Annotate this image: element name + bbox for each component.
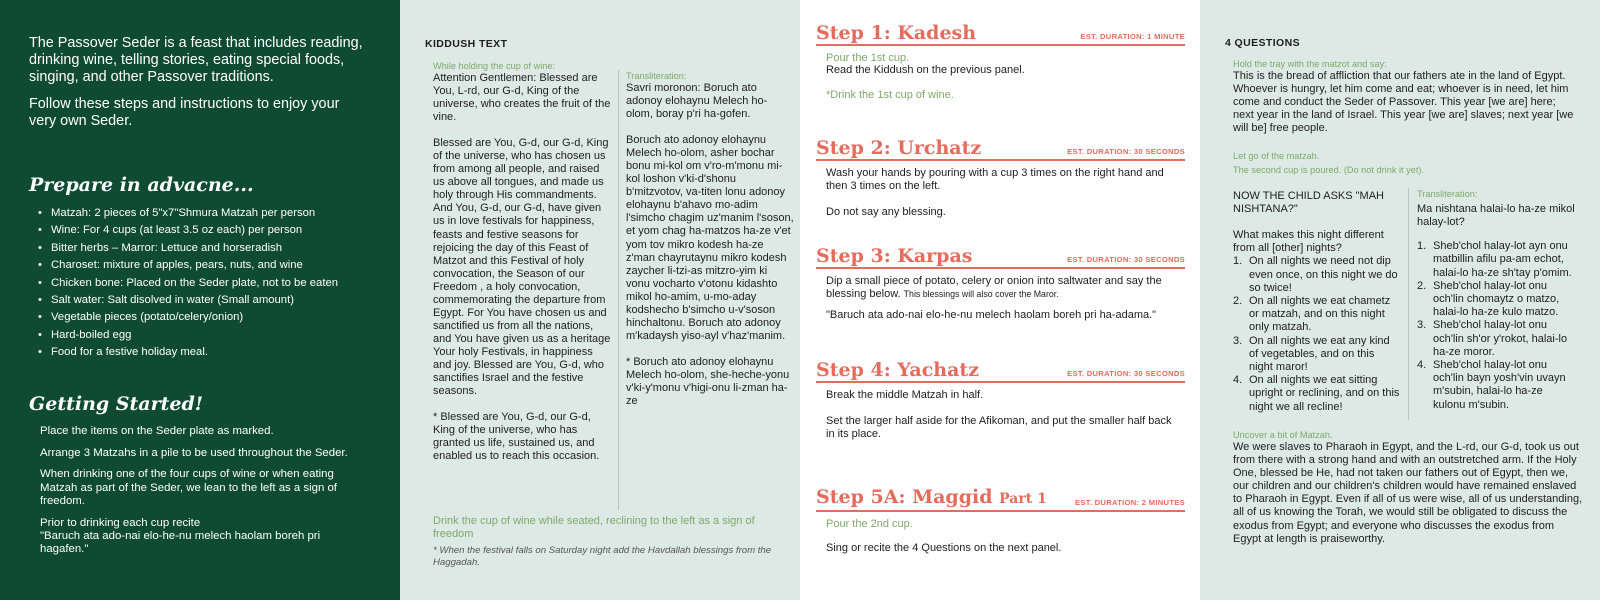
column-divider (1408, 188, 1409, 420)
step-header (816, 359, 1185, 381)
list-item: • Wine: For 4 cups (at least 3.5 oz each) per person (29, 222, 389, 239)
drink-cup-instruction: *Drink the 1st cup of wine. (826, 89, 954, 101)
step-divider (816, 159, 1185, 161)
step-header (816, 22, 1185, 44)
getting-started-step: When drinking one of the four cups of wine or when eating Matzah as part of the Seder, we lean to the left as a sign of freedom. (40, 468, 337, 507)
prepare-list (29, 205, 389, 362)
second-cup-hint: The second cup is poured. (Do not drink it yet). (1233, 165, 1424, 175)
step-urchatz (816, 137, 1185, 219)
questions-list (1233, 255, 1401, 413)
pour-cup-instruction: Pour the 2nd cup. (826, 518, 913, 530)
havdallah-footnote: * When the festival falls on Saturday night add the Havdallah blessings from the Haggadah. (433, 545, 772, 568)
list-item: • Charoset: mixture of apples, pears, nuts, and wine (29, 257, 389, 274)
step-instruction: Set the larger half aside for the Afikoman, and put the smaller half back in its place. (826, 415, 1172, 440)
intro-text-2: Follow these steps and instructions to enjoy your very own Seder. (29, 96, 340, 129)
kiddush-paragraph: Blessed are You, G-d, our G-d, King of the universe, who has chosen us from among all people, and raised us above all tongues, and made us holy through His commandments. And You, G-d, our G-d, have given us in love festivals for happiness, feasts and festive seasons for rejoicing the day of this Feast of Matzot and this Festival of holy convocation, the Season of our Freedom , a holy convocation, commemorating the departure from Egypt. For You have chosen us and sanctified us from all the nations, and You have given us as a heritage Your holy Festivals, in happiness and joy. Blessed are You, G-d, who sanctifies Israel and the festive seasons. (433, 137, 611, 398)
list-item: 4. Sheb'chol halay-lot onu och'lin bayn yosh'vin uvayn m'subin, halai-lo ha-ze kulonu m'subin. (1417, 359, 1566, 411)
step-instruction: Break the middle Matzah in half. (826, 389, 984, 401)
step-kadesh (816, 22, 1185, 101)
list-item: • Bitter herbs – Marror: Lettuce and horseradish (29, 240, 389, 257)
duration-label: EST. DURATION: 1 MINUTE (1080, 32, 1185, 41)
duration-label: EST. DURATION: 30 SECONDS (1067, 255, 1185, 264)
list-item: • Chicken bone: Placed on the Seder plate, not to be eaten (29, 275, 389, 292)
list-item: 4. On all nights we eat sitting upright or reclining, and on this night we all recline! (1233, 374, 1400, 413)
kiddush-transliteration-column (626, 70, 794, 421)
blessing-text: "Baruch ata ado-nai elo-he-nu melech haolam boreh pri ha-adama." (826, 309, 1157, 321)
let-go-hint: Let go of the matzah. (1233, 151, 1320, 161)
panel-kiddush (400, 0, 800, 600)
step-title-part: Part 1 (999, 491, 1047, 507)
kiddush-paragraph: * Blessed are You, G-d, our G-d, King of the universe, who has granted us life, sustained us, and enabled us to reach this occasion. (433, 411, 600, 463)
kiddush-english-column (433, 60, 611, 476)
transliteration-paragraph: * Boruch ato adonoy elohaynu Melech ho-olom, she-heche-yonu v'ki-y'monu v'higi-onu li-zman ha-ze (626, 355, 790, 408)
step-title: Step 1: Kadesh (816, 22, 977, 44)
step-instruction: Do not say any blessing. (826, 206, 946, 218)
list-item: 3. On all nights we eat any kind of vegetables, and on this night maror! (1233, 334, 1390, 373)
getting-started-heading: Getting Started! (29, 393, 204, 415)
questions-english-column (1233, 190, 1401, 414)
uncover-matzah-hint: Uncover a bit of Matzah. (1233, 430, 1333, 440)
hold-cup-hint: While holding the cup of wine: (433, 61, 556, 71)
intro-text-1: The Passover Seder is a feast that includes reading, drinking wine, telling stories, eating special foods, singing, and other Passover traditions. (29, 35, 363, 85)
list-item: • Salt water: Salt disolved in water (Small amount) (29, 292, 389, 309)
maror-note: This blessings will also cover the Maror. (903, 289, 1059, 299)
bread-of-affliction-text: This is the bread of affliction that our fathers ate in the land of Egypt. Whoever is hungry, let him come and eat; whoever is in need, let him come and conduct the Seder of Passover. This year [we are] here; next year in the land of Israel. This year [we are] slaves; next year [we will be] free people. (1233, 70, 1574, 135)
step-maggid (816, 486, 1185, 555)
child-question: What makes this night different from all [other] nights? (1233, 229, 1384, 255)
step-divider (816, 510, 1185, 512)
child-asks-heading: NOW THE CHILD ASKS "MAH NISHTANA?" (1233, 190, 1385, 216)
step-title: Step 4: Yachatz (816, 359, 979, 381)
step-divider (816, 267, 1185, 269)
step-header (816, 137, 1185, 159)
getting-started-step: Place the items on the Seder plate as marked. (40, 425, 274, 437)
we-were-slaves-text: We were slaves to Pharaoh in Egypt, and the L-rd, our G-d, took us out from there with a strong hand and with an outstretched arm. If the Holy One, blessed be He, had not taken our fathers out of Egypt, then we, our children and our children's children would have remained enslaved to Pharaoh in Egypt. Even if all of us were wise, all of us understanding, all of us knowing the Torah, we would still be obligated to discuss the exodus from Egypt; and everyone who discusses the exodus from Egypt at length is praiseworthy. (1233, 441, 1583, 545)
list-item: 1. On all nights we need not dip even once, on this night we do so twice! (1233, 255, 1398, 294)
getting-started-step: Arrange 3 Matzahs in a pile to be used throughout the Seder. (40, 446, 348, 459)
questions-transliteration-column (1417, 188, 1575, 412)
step-instruction: Sing or recite the 4 Questions on the next panel. (826, 542, 1062, 554)
list-item: • Vegetable pieces (potato/celery/onion) (29, 309, 389, 326)
list-item: 2. On all nights we eat chametz or matzah, and on this night only matzah. (1233, 294, 1391, 334)
step-instruction (826, 275, 1176, 301)
step-header (816, 486, 1185, 510)
recite-blessing: "Baruch ata ado-nai elo-he-nu melech haolam boreh pri hagafen." (40, 529, 321, 555)
step-title-main: Step 5A: Maggid (816, 486, 993, 508)
list-item: 3. Sheb'chol halay-lot onu och'lin sh'or y'rokot, halai-lo ha-ze moror. (1417, 319, 1568, 358)
step-divider (816, 381, 1185, 383)
duration-label: EST. DURATION: 30 SECONDS (1067, 147, 1185, 156)
step-karpas (816, 245, 1185, 322)
step-title: Step 2: Urchatz (816, 137, 982, 159)
transliteration-hint: Transliteration: (626, 71, 687, 81)
duration-label: EST. DURATION: 2 MINUTES (1075, 498, 1185, 507)
drink-instruction: Drink the cup of wine while seated, reclining to the left as a sign of freedom (433, 515, 755, 540)
step-header (816, 245, 1185, 267)
four-questions-heading: 4 QUESTIONS (1225, 37, 1300, 49)
transliteration-hint: Transliteration: (1417, 189, 1478, 199)
kiddush-english-text (433, 72, 611, 463)
panel-four-questions (1200, 0, 1600, 600)
list-item: • Hard-boiled egg (29, 327, 389, 344)
step-divider (816, 44, 1185, 46)
step-instruction: Wash your hands by pouring with a cup 3 times on the right hand and then 3 times on the left. (826, 167, 1164, 192)
prepare-heading: Prepare in advacne... (29, 174, 254, 196)
list-item: 2. Sheb'chol halay-lot onu och'lin chomaytz o matzo, halai-lo ha-ze kulo matzo. (1417, 279, 1560, 319)
kiddush-heading: KIDDUSH TEXT (425, 38, 508, 50)
transliteration-paragraph: Savri moronon: Boruch ato adonoy elohaynu Melech ho-olom, boray p'ri ha-gofen. (626, 82, 768, 121)
duration-label: EST. DURATION: 30 SECONDS (1067, 369, 1185, 378)
step-instruction: Read the Kiddush on the previous panel. (826, 64, 1025, 76)
list-item: • Food for a festive holiday meal. (29, 344, 389, 361)
list-item: 1. Sheb'chol halay-lot ayn onu matbillin afilu pa-am echot, halai-lo ha-ze sh'tay p'omim. (1417, 240, 1572, 279)
kiddush-paragraph: Attention Gentlemen: Blessed are You, L-rd, our G-d, King of the universe, who creates the fruit of the vine. (433, 72, 611, 124)
column-divider (618, 70, 619, 510)
hold-tray-hint: Hold the tray with the matzot and say: (1233, 59, 1387, 69)
kiddush-transliteration-text (626, 82, 794, 408)
transliteration-paragraph: Boruch ato adonoy elohaynu Melech ho-olom, asher bochar bonu mi-kol om v'ro-m'monu mi-kol loshon v'ki-d'shonu b'mitzvotov, va-titen lonu adonoy elohaynu b'ahavo mo-adim l'simcho chagim uz'manim l'soson, et yom chag ha-matzos ha-ze v'et yom tov mikro kodesh ha-ze z'man chayrutaynu mikro kodesh zaycher li-tzi-as mitzro-yim ki vonu vocharto v'otonu kidashto mikol ho-amim, u-mo-aday kodshecho b'simcho u-v'soson hinchaltonu. Boruch ato adonoy m'kadaysh yiso-ayl v'haz'manim. (626, 134, 794, 342)
step-yachatz (816, 359, 1185, 441)
panel-intro (0, 0, 400, 600)
pour-cup-instruction: Pour the 1st cup. (826, 52, 910, 64)
transliteration-list (1417, 240, 1575, 412)
step-title: Step 3: Karpas (816, 245, 973, 267)
dip-instruction: Dip a small piece of potato, celery or onion into saltwater and say the blessing below. (826, 275, 1162, 300)
getting-started-text (40, 425, 370, 565)
getting-started-step (40, 517, 370, 557)
list-item: • Matzah: 2 pieces of 5"x7"Shmura Matzah per person (29, 205, 389, 222)
recite-intro: Prior to drinking each cup recite (40, 516, 201, 529)
transliteration-question: Ma nishtana halai-lo ha-ze mikol halay-lot? (1417, 203, 1575, 229)
